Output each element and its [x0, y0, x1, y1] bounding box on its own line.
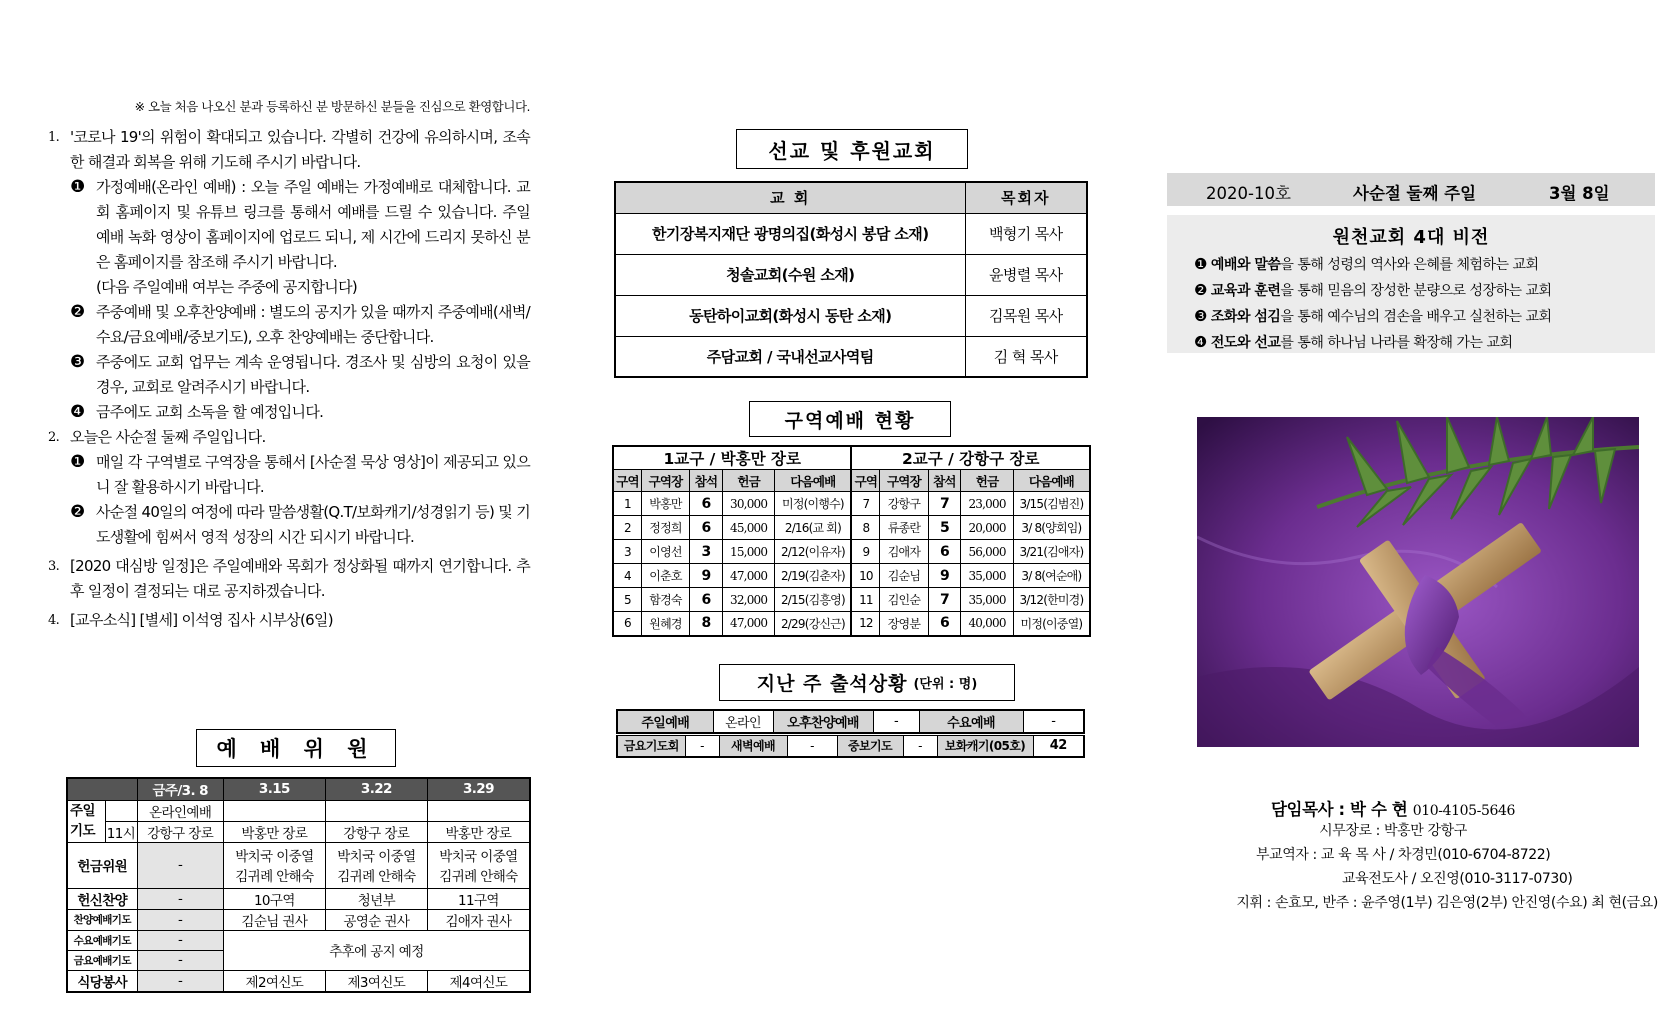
pastor-phone: 010-4105-5646 [1412, 803, 1515, 819]
number-marker-icon: ❶ [70, 177, 85, 197]
next-worship: 3/15(김범진) [1013, 492, 1090, 516]
table-cell: - [137, 970, 223, 992]
table-cell: - [137, 888, 223, 909]
elders: 시무장로 : 박홍만 강항구 [1319, 823, 1467, 839]
district-leader: 강항구 [880, 492, 928, 516]
table-cell: 강항구 장로 [325, 821, 427, 842]
district-number: 11 [851, 588, 879, 612]
evangelist: 교육전도사 / 오진영(010-3117-0730) [1342, 871, 1573, 887]
district-worship-table [612, 445, 1091, 637]
next-worship: 3/ 8(여순애) [1013, 564, 1090, 588]
attendance-key: 수요예배 [919, 710, 1023, 733]
table-row [613, 540, 1090, 564]
next-worship: 3/ 8(양회임) [1013, 516, 1090, 540]
number-marker-icon: ❶ [70, 452, 85, 472]
next-worship: 2/16(교 회) [775, 516, 852, 540]
next-worship: 미정(이중열) [1013, 612, 1090, 636]
notice-text: [2020 대심방 일정]은 주일예배와 목회가 정상화될 때까지 연기합니다. 추후 일정이 결정되는 대로 공지하겠습니다. [70, 557, 530, 600]
worship-committee-title: 예 배 위 원 [196, 729, 396, 767]
pastor-name: 김목원 목사 [965, 295, 1087, 336]
district-leader: 정정희 [641, 516, 689, 540]
attendance-table-row2 [616, 735, 1085, 758]
vision-key: 예배와 말씀 [1210, 257, 1281, 273]
number-marker-icon: ❶ [1194, 255, 1207, 273]
table-cell: 제2여신도 [223, 970, 325, 992]
attendance-count: 6 [690, 492, 723, 516]
vision-item [1194, 278, 1552, 304]
notice-item [48, 608, 530, 633]
vision-key: 교육과 훈련 [1210, 283, 1281, 299]
table-cell: 박홍만 장로 [223, 821, 325, 842]
next-worship: 3/12(한미경) [1013, 588, 1090, 612]
next-worship: 2/29(강신근) [775, 612, 852, 636]
attendance-key: 새벽예배 [719, 736, 787, 757]
pastor-name: 윤병렬 목사 [965, 254, 1087, 295]
column-header: 구역장 [880, 470, 928, 492]
column-header: 구역 [851, 470, 879, 492]
table-cell: 강항구 장로 [137, 821, 223, 842]
table-cell: 공영순 권사 [325, 909, 427, 930]
district-leader: 김순님 [880, 564, 928, 588]
district-number: 6 [613, 612, 641, 636]
district-leader: 원혜경 [641, 612, 689, 636]
pastor-name: 백형기 목사 [965, 213, 1087, 254]
district-number: 8 [851, 516, 879, 540]
table-cell: 11구역 [427, 888, 530, 909]
row-label: 금요예배기도 [67, 950, 137, 970]
table-cell: 박치국 이중열 김귀례 안해숙 [325, 842, 427, 888]
district-number: 12 [851, 612, 879, 636]
attendance-count: 7 [928, 588, 961, 612]
vision-key: 조화와 섬김 [1210, 309, 1281, 325]
attendance-unit: (단위 : 명) [913, 677, 978, 692]
notice-sub-item [70, 500, 530, 550]
notice-sub-item [70, 400, 530, 425]
offering-amount: 32,000 [722, 588, 775, 612]
vision-box [1167, 215, 1655, 353]
offering-amount: 45,000 [722, 516, 775, 540]
number-marker-icon: ❹ [1194, 333, 1207, 351]
table-cell: 김애자 권사 [427, 909, 530, 930]
column-header: 교 회 [615, 182, 965, 213]
table-cell: 박치국 이중열 김귀례 안해숙 [427, 842, 530, 888]
senior-pastor: 담임목사 : 박 수 현 010-4105-5646 [1271, 800, 1515, 819]
attendance-key: 중보기도 [837, 736, 903, 757]
attendance-value: - [1023, 710, 1084, 733]
district-leader: 류종란 [880, 516, 928, 540]
attendance-count: 7 [928, 492, 961, 516]
vision-item [1194, 252, 1552, 278]
date-header: 3.22 [325, 778, 427, 800]
church-name: 동탄하이교회(화성시 동탄 소재) [615, 295, 965, 336]
row-label: 헌신찬양 [67, 888, 137, 909]
district-number: 10 [851, 564, 879, 588]
column-header: 헌금 [722, 470, 775, 492]
table-cell: - [137, 909, 223, 930]
date-header: 3.29 [427, 778, 530, 800]
column-header: 다음예배 [775, 470, 852, 492]
number-marker-icon: ❷ [70, 502, 85, 522]
notice-number: 1. [48, 130, 60, 145]
table-cell: 추후에 공지 예정 [223, 930, 530, 970]
next-worship: 3/21(김애자) [1013, 540, 1090, 564]
attendance-value: 42 [1033, 736, 1084, 757]
vision-rest: 을 통해 믿음의 장성한 분량으로 성장하는 교회 [1280, 283, 1552, 299]
offering-amount: 20,000 [961, 516, 1014, 540]
music-staff: 지휘 : 손효모, 반주 : 윤주영(1부) 김은영(2부) 안진영(수요) 최 현(금요) [1236, 895, 1658, 911]
table-row [615, 336, 1087, 377]
offering-amount: 35,000 [961, 588, 1014, 612]
staff-info [1128, 796, 1658, 916]
attendance-count: 5 [928, 516, 961, 540]
attendance-count: 6 [690, 516, 723, 540]
palm-cross-photo [1197, 417, 1639, 747]
district-number: 2 [613, 516, 641, 540]
mission-table [614, 181, 1088, 378]
number-marker-icon: ❷ [70, 302, 85, 322]
notice-sub-text: 매일 각 구역별로 구역장을 통해서 [사순절 묵상 영상]이 제공되고 있으니 잘 활용하시기 바랍니다. [96, 453, 530, 496]
row-label: 헌금위원 [67, 842, 137, 888]
table-cell: - [137, 930, 223, 950]
table-cell: 박치국 이중열 김귀례 안해숙 [223, 842, 325, 888]
attendance-key: 보화캐기(05호) [937, 736, 1033, 757]
column-header: 참석 [928, 470, 961, 492]
attendance-value: - [873, 710, 919, 733]
offering-amount: 40,000 [961, 612, 1014, 636]
table-cell: 박홍만 장로 [427, 821, 530, 842]
district-number: 3 [613, 540, 641, 564]
assistant-pastor: 부교역자 : 교 육 목 사 / 차경민(010-6704-8722) [1256, 847, 1551, 863]
attendance-count: 9 [928, 564, 961, 588]
notice-text: 오늘은 사순절 둘째 주일입니다. [70, 428, 266, 446]
date-header: 3.15 [223, 778, 325, 800]
district-leader: 김애자 [880, 540, 928, 564]
attendance-count: 6 [928, 540, 961, 564]
column-header: 헌금 [961, 470, 1014, 492]
table-cell [427, 800, 530, 821]
table-header-corner [67, 778, 137, 800]
worship-committee-table [66, 777, 531, 993]
vision-key: 전도와 선교 [1210, 335, 1281, 351]
table-cell: 온라인예배 [137, 800, 223, 821]
number-marker-icon: ❷ [1194, 281, 1207, 299]
notice-number: 4. [48, 613, 60, 628]
number-marker-icon: ❸ [1194, 307, 1207, 325]
notice-number: 3. [48, 559, 60, 574]
notice-text: '코로나 19'의 위험이 확대되고 있습니다. 각별히 건강에 유의하시며, 조속한 해결과 회복을 위해 기도해 주시기 바랍니다. [70, 128, 530, 171]
notice-item [48, 425, 530, 450]
vision-rest: 를 통해 하나님 나라를 확장해 가는 교회 [1280, 335, 1513, 351]
district-leader: 박홍만 [641, 492, 689, 516]
notice-sub-text: 사순절 40일의 여정에 따라 말씀생활(Q.T/보화캐기/성경읽기 등) 및 기도생활에 힘써서 영적 성장의 시간 되시기 바랍니다. [96, 503, 530, 546]
table-cell [105, 800, 137, 821]
attendance-count: 8 [690, 612, 723, 636]
notice-sub-item [70, 450, 530, 500]
pastor-name: 김 혁 목사 [965, 336, 1087, 377]
table-cell: - [137, 950, 223, 970]
offering-amount: 15,000 [722, 540, 775, 564]
table-cell: 제3여신도 [325, 970, 427, 992]
table-cell [325, 800, 427, 821]
row-label: 주일 기도 [67, 800, 105, 842]
notices [48, 125, 530, 633]
attendance-value: - [685, 736, 719, 757]
attendance-key: 주일예배 [617, 710, 713, 733]
offering-amount: 56,000 [961, 540, 1014, 564]
notice-sub-text: 가정예배(온라인 예배) : 오늘 주일 예배는 가정예배로 대체합니다. 교회 홈페이지 및 유튜브 링크를 통해서 예배를 드릴 수 있습니다. 주일 예배 녹화 영상이 홈페이지에 업로드 되니, 제 시간에 드리지 못하신 분은 홈페이지를 참조해 주시기 바랍니다. [96, 178, 530, 271]
church-name: 한기장복지재단 광명의집(화성시 봉담 소재) [615, 213, 965, 254]
column-header: 다음예배 [1013, 470, 1090, 492]
column-header: 참석 [690, 470, 723, 492]
table-cell: 김순님 권사 [223, 909, 325, 930]
issue-sunday: 사순절 둘째 주일 [1353, 184, 1477, 203]
row-label: 찬양예배기도 [67, 909, 137, 930]
attendance-key: 금요기도회 [617, 736, 685, 757]
row-label: 식당봉사 [67, 970, 137, 992]
offering-amount: 23,000 [961, 492, 1014, 516]
table-row [615, 254, 1087, 295]
table-cell: - [137, 842, 223, 888]
table-row [615, 295, 1087, 336]
district-number: 4 [613, 564, 641, 588]
offering-amount: 30,000 [722, 492, 775, 516]
notice-sub-text: 금주에도 교회 소독을 할 예정입니다. [96, 403, 324, 421]
mission-title: 선교 및 후원교회 [736, 129, 968, 169]
next-worship: 2/12(이유자) [775, 540, 852, 564]
district-leader: 함경숙 [641, 588, 689, 612]
district-worship-title: 구역예배 현황 [749, 401, 951, 437]
attendance-count: 6 [690, 588, 723, 612]
notice-item [48, 125, 530, 175]
issue-number: 2020-10호 [1206, 184, 1291, 203]
notice-text: [교우소식] [별세] 이석영 집사 시부상(6일) [70, 611, 333, 629]
vision-title: 원천교회 4대 비전 [1332, 227, 1490, 248]
attendance-title [719, 664, 1015, 701]
district-number: 5 [613, 588, 641, 612]
vision-item [1194, 304, 1552, 330]
notice-number: 2. [48, 430, 60, 445]
table-cell: 청년부 [325, 888, 427, 909]
notice-sub-item [70, 300, 530, 350]
notice-sub-text: 주중에도 교회 업무는 계속 운영됩니다. 경조사 및 심방의 요청이 있을 경우, 교회로 알려주시기 바랍니다. [96, 353, 530, 396]
next-worship: 미정(이행수) [775, 492, 852, 516]
number-marker-icon: ❸ [70, 352, 85, 372]
attendance-key: 오후찬양예배 [773, 710, 873, 733]
column-header: 목회자 [965, 182, 1087, 213]
attendance-title-text: 지난 주 출석상황 [756, 673, 908, 695]
district-leader: 김인순 [880, 588, 928, 612]
table-row [615, 213, 1087, 254]
number-marker-icon: ❹ [70, 402, 85, 422]
issue-date: 3월 8일 [1549, 184, 1610, 203]
attendance-count: 3 [690, 540, 723, 564]
table-row [613, 564, 1090, 588]
district-leader: 장영분 [880, 612, 928, 636]
district-number: 1 [613, 492, 641, 516]
group-header: 2교구 / 강항구 장로 [851, 446, 1090, 470]
next-worship: 2/19(김춘자) [775, 564, 852, 588]
row-label: 수요예배기도 [67, 930, 137, 950]
attendance-table [616, 709, 1085, 734]
offering-amount: 47,000 [722, 564, 775, 588]
offering-amount: 47,000 [722, 612, 775, 636]
attendance-count: 6 [928, 612, 961, 636]
district-leader: 이영선 [641, 540, 689, 564]
attendance-value: - [787, 736, 837, 757]
table-row [613, 612, 1090, 636]
church-name: 청솔교회(수원 소재) [615, 254, 965, 295]
table-cell [223, 800, 325, 821]
date-header: 금주/3. 8 [137, 778, 223, 800]
vision-rest: 을 통해 성령의 역사와 은혜를 체험하는 교회 [1280, 257, 1539, 273]
attendance-count: 9 [690, 564, 723, 588]
district-number: 9 [851, 540, 879, 564]
table-cell: 10구역 [223, 888, 325, 909]
table-row [613, 492, 1090, 516]
district-leader: 이춘호 [641, 564, 689, 588]
church-name: 주담교회 / 국내선교사역팀 [615, 336, 965, 377]
group-header: 1교구 / 박홍만 장로 [613, 446, 851, 470]
column-header: 구역장 [641, 470, 689, 492]
welcome-message: ※ 오늘 처음 나오신 분과 등록하신 분 방문하신 분들을 진심으로 환영합니다. [134, 99, 530, 114]
issue-bar [1167, 173, 1655, 206]
attendance-value: - [903, 736, 937, 757]
column-header: 구역 [613, 470, 641, 492]
vision-item [1194, 330, 1552, 356]
next-worship: 2/15(김흥영) [775, 588, 852, 612]
table-row [613, 588, 1090, 612]
offering-amount: 35,000 [961, 564, 1014, 588]
notice-sub-text: 주중예배 및 오후찬양예배 : 별도의 공지가 있을 때까지 주중예배(새벽/수요/금요예배/중보기도), 오후 찬양예배는 중단합니다. [96, 303, 530, 346]
notice-note: (다음 주일예배 여부는 주중에 공지합니다) [96, 278, 358, 296]
district-number: 7 [851, 492, 879, 516]
notice-sub-item [70, 350, 530, 400]
notice-sub-item [70, 175, 530, 275]
attendance-value: 온라인 [713, 710, 773, 733]
table-row [613, 516, 1090, 540]
vision-rest: 을 통해 예수님의 겸손을 배우고 실천하는 교회 [1280, 309, 1552, 325]
table-cell: 제4여신도 [427, 970, 530, 992]
time-cell: 11시 [105, 821, 137, 842]
vision-list [1194, 252, 1552, 356]
notice-item [48, 554, 530, 604]
